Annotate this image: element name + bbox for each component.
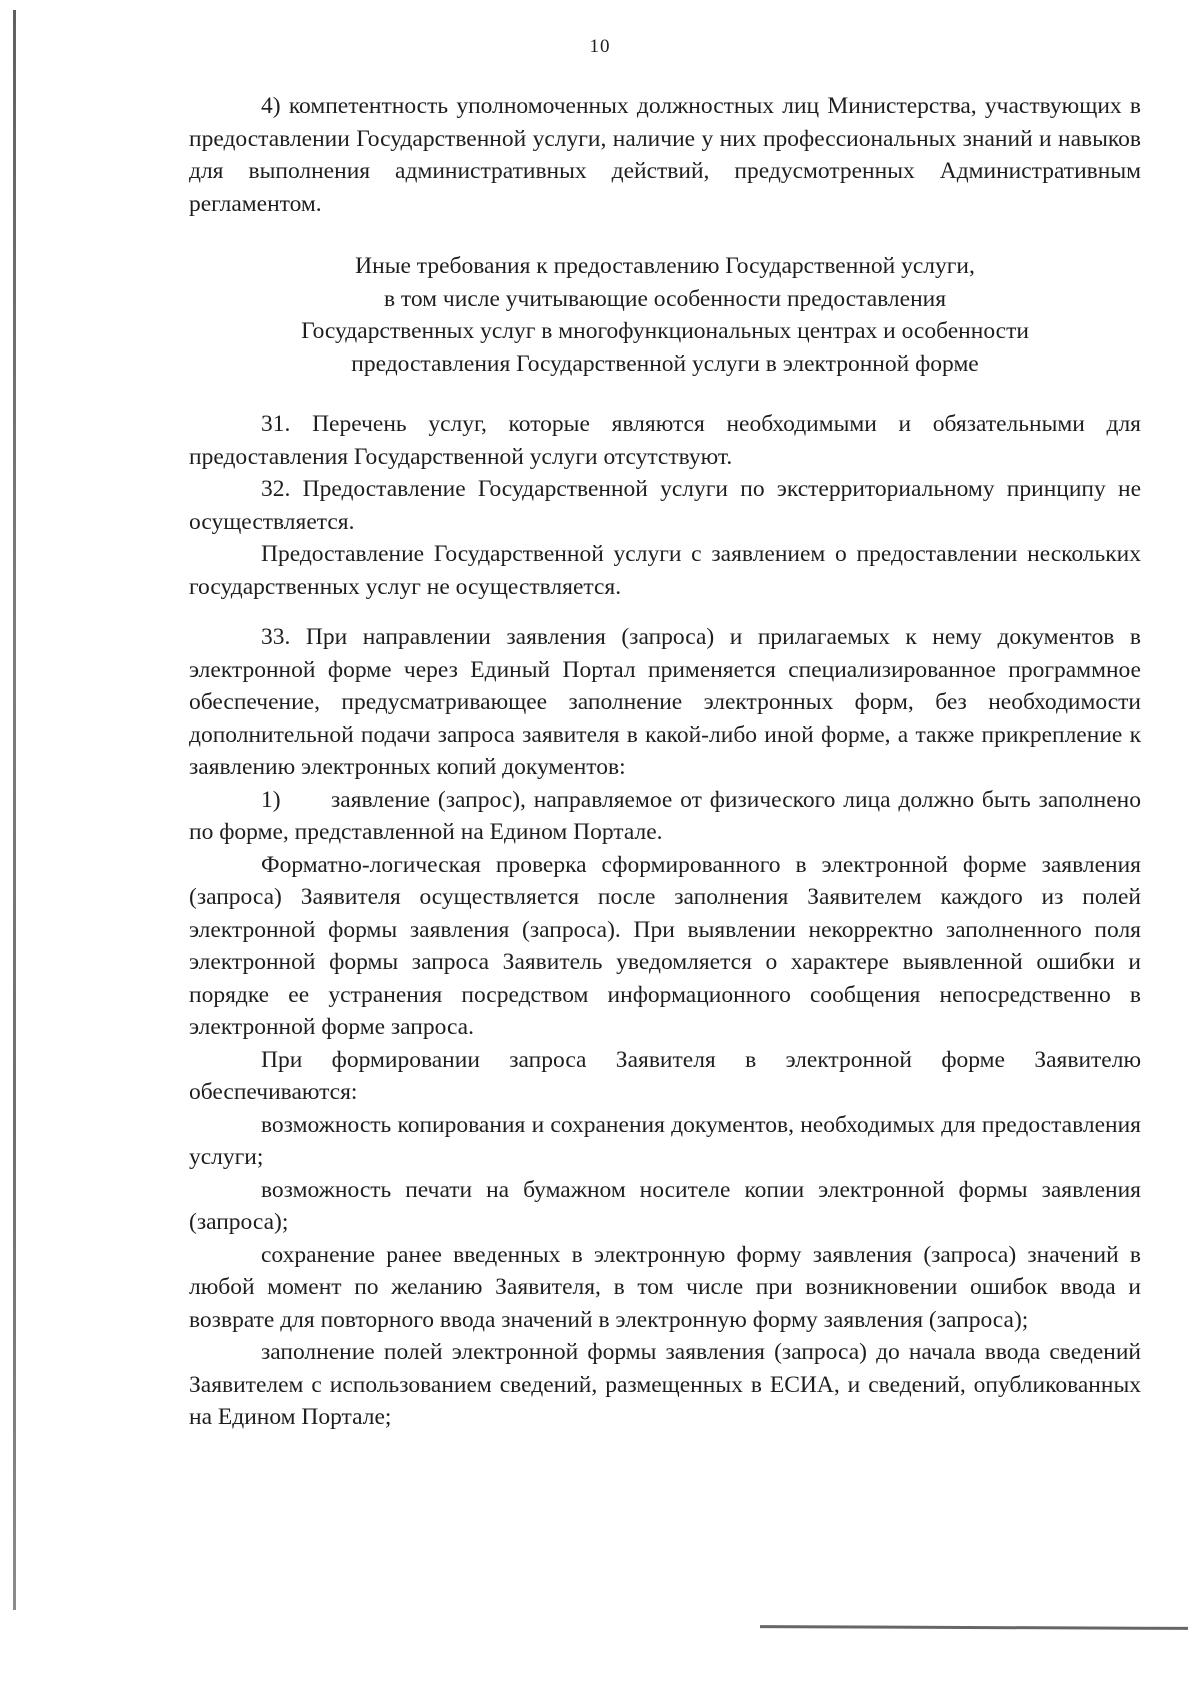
paragraph-item-4: 4) компетентность уполномоченных должностных лиц Министерства, участвующих в предоставлении Государственной услуги, наличие у них профессиональных знаний и навыков для выполнения административных действий, предусмотренных Административным регламентом. — [189, 93, 1141, 217]
page-number: 10 — [589, 36, 611, 57]
paragraph-copy-option: возможность копирования и сохранения документов, необходимых для предоставления услуги; — [189, 1111, 1141, 1170]
list-item-number: 1) — [261, 786, 281, 813]
paragraph-33: 33. При направлении заявления (запроса) и прилагаемых к нему документов в электронной форме через Единый Портал применяется специализированное программное обеспечение, предусматривающее заполнение электронных форм, без необходимости дополнительной подачи запроса заявителя в какой-либо иной форме, а также прикрепление к заявлению электронных копий документов: — [189, 624, 1141, 780]
spacer — [189, 603, 1141, 621]
scan-line-bottom — [760, 1625, 1188, 1630]
paragraph-prefill-option: заполнение полей электронной формы заявления (запроса) до начала ввода сведений Заявителем с использованием сведений, размещенных в ЕСИА, и сведений, опубликованных на Едином Портале; — [189, 1339, 1141, 1430]
section-heading-line-4: предоставления Государственной услуги в электронной форме — [351, 350, 979, 377]
document-body — [189, 90, 1141, 1434]
section-heading-line-2: в том числе учитывающие особенности предоставления — [383, 285, 947, 312]
paragraph-print-option: возможность печати на бумажном носителе копии электронной формы заявления (запроса); — [189, 1176, 1141, 1235]
paragraph-31: 31. Перечень услуг, которые являются необходимыми и обязательными для предоставления Государственной услуги отсутствуют. — [189, 411, 1141, 470]
paragraph-save-option: сохранение ранее введенных в электронную форму заявления (запроса) значений в любой момент по желанию Заявителя, в том числе при возникновении ошибок ввода и возврате для повторного ввода значений в электронную форму заявления (запроса); — [189, 1241, 1141, 1333]
list-item-1 — [189, 784, 1141, 849]
section-heading — [189, 250, 1141, 380]
paragraph-provided: При формировании запроса Заявителя в электронной форме Заявителю обеспечиваются: — [189, 1046, 1141, 1105]
paragraph-32-continued: Предоставление Государственной услуги с заявлением о предоставлении нескольких государственных услуг не осуществляется. — [189, 541, 1141, 600]
section-heading-line-1: Иные требования к предоставлению Государственной услуги, — [355, 253, 975, 279]
list-item-text: заявление (запрос), направляемое от физического лица должно быть заполнено по форме, представленной на Едином Портале. — [189, 786, 1141, 845]
section-heading-line-3: Государственных услуг в многофункциональных центрах и особенности — [301, 318, 1029, 344]
paragraph-format-logical-check: Форматно-логическая проверка сформированного в электронной форме заявления (запроса) Заявителя осуществляется после заполнения Заявителем каждого из полей электронной формы заявления (запроса). При выявлении некорректно заполненного поля электронной формы запроса Заявитель уведомляется о характере выявленной ошибки и порядке ее устранения посредством информационного сообщения непосредственно в электронной форме запроса. — [189, 851, 1141, 1040]
scan-edge-left — [13, 10, 16, 1610]
paragraph-32: 32. Предоставление Государственной услуги по экстерриториальному принципу не осуществляется. — [189, 476, 1141, 535]
